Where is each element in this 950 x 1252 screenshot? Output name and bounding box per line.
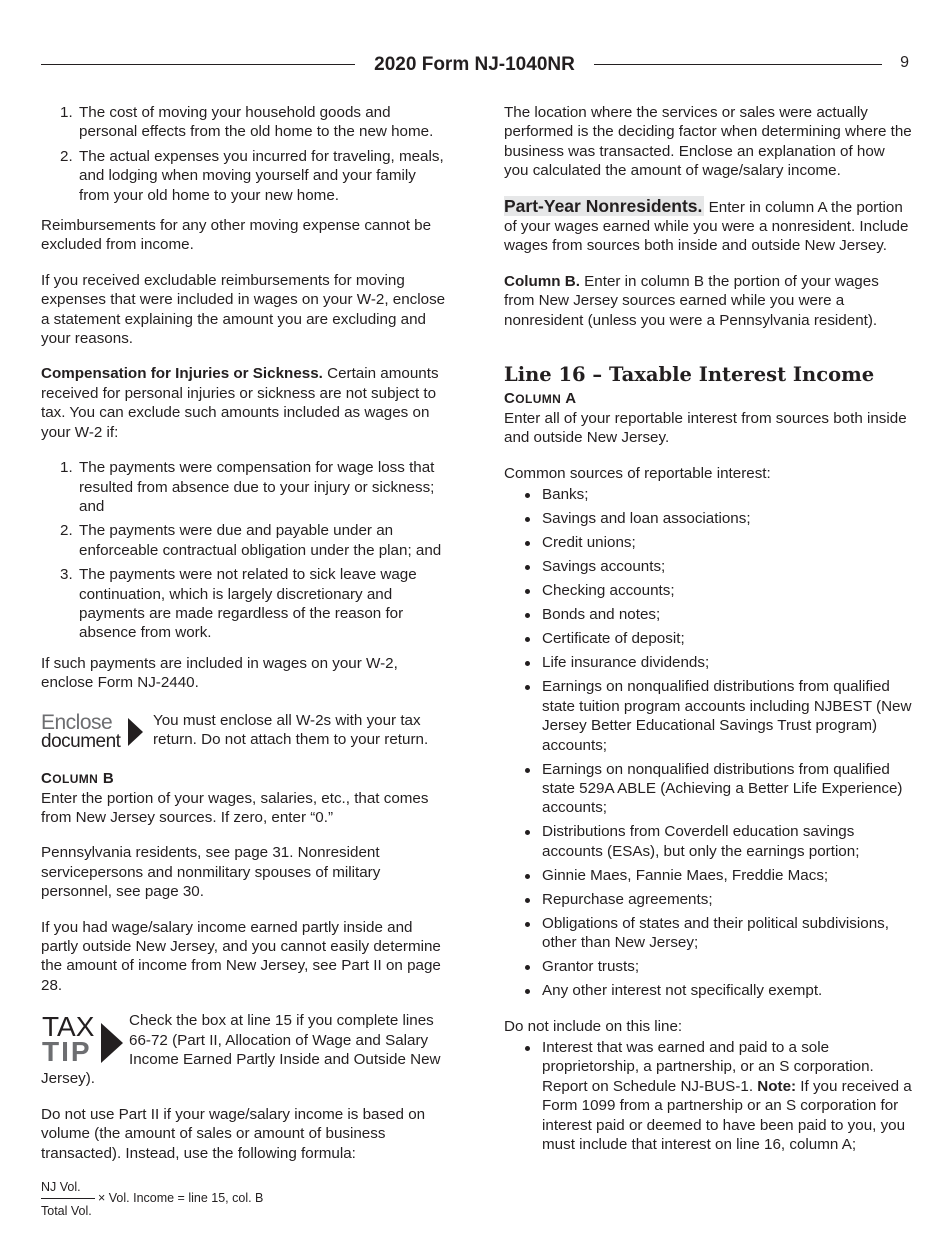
source-text: Life insurance dividends; [542,654,710,672]
bullet-icon [525,589,530,594]
list-item [504,653,912,672]
enclose-document-callout [41,709,446,753]
heading-initial: C [504,390,516,408]
paragraph-location: The location where the services or sales were actually performed is the deciding factor when determining where the business was transacted. Enclose an explanation of how you calculated the amount of wage/salary income. [504,104,912,180]
source-text: Checking accounts; [542,582,675,600]
list-item [504,760,912,818]
moving-expenses-list [41,103,446,205]
list-item [504,981,912,1000]
source-text: Ginnie Maes, Fannie Maes, Freddie Macs; [542,866,829,884]
bullet-icon [525,898,530,903]
item-number: 2. [60,147,73,165]
paragraph-reimbursements: Reimbursements for any other moving expense cannot be excluded from income. [41,217,432,254]
paragraph-statement: If you received excludable reimbursements for moving expenses that were included in wages on your W-2, enclose a statement explaining the amount you are excluding and your reasons. [41,271,446,348]
column-a-heading [504,389,912,409]
paragraph-column-b-right [504,272,912,330]
bullet-icon [525,1046,530,1051]
heading-initial: C [41,769,53,787]
header-rule-left [41,64,355,65]
item-text: The actual expenses you incurred for traveling, meals, and lodging when moving yourself and your family from your old home to your new home. [79,147,444,204]
source-text: Earnings on nonqualified distributions from qualified state 529A ABLE (Achieving a Better Life Experience) accounts; [542,760,903,817]
bullet-icon [525,637,530,642]
bullet-icon [525,517,530,522]
list-item [504,629,912,648]
item-text: The payments were due and payable under an enforceable contractual obligation under the plan; and [79,522,442,559]
formula-rest: × Vol. Income = line 15, col. B [98,1191,264,1206]
source-text: Savings accounts; [542,558,666,576]
exclusion-text-2: If you received a Form 1099 from a partnership or an S corporation for interest paid or deemed to have been paid to you, you must include that interest on line 16, column A; [542,1077,912,1153]
item-number: 2. [60,522,73,540]
exclusion-text-1: Interest that was earned and paid to a sole proprietorship, a partnership, or an S corporation. Report on Schedule NJ-BUS-1. [542,1038,874,1095]
list-item [504,581,912,600]
bullet-icon [525,830,530,835]
note-label: Note: [757,1077,797,1095]
list-item [504,677,912,755]
header-rule-right [594,64,882,65]
volume-formula [41,1179,446,1225]
arrow-icon [101,1023,123,1063]
item-text: The cost of moving your household goods and personal effects from the old home to the new home. [79,104,434,141]
form-title: 2020 Form NJ-1040NR [374,54,575,75]
list-item [504,914,912,953]
source-text: Earnings on nonqualified distributions from qualified state tuition program accounts including NJBEST (New Jersey Better Educational Savings Trust program) accounts; [542,678,912,754]
paragraph-pennsylvania: Pennsylvania residents, see page 31. Nonresident servicepersons and nonmilitary spouses of military personnel, see page 30. [41,844,381,901]
compensation-heading: Compensation for Injuries or Sickness. [41,365,323,383]
bullet-icon [525,613,530,618]
list-item [504,890,912,909]
line16-heading: Line 16 – Taxable Interest Income [504,363,875,387]
list-item [504,957,912,976]
source-text: Distributions from Coverdell education savings accounts (ESAs), but only the earnings portion; [542,823,860,860]
list-item [504,1038,912,1154]
exclusions-list [504,1038,912,1154]
bullet-icon [525,989,530,994]
list-item [41,147,446,205]
paragraph-column-a: Enter all of your reportable interest from sources both inside and outside New Jersey. [504,410,907,447]
list-item [504,533,912,552]
item-number: 1. [60,459,73,477]
list-item [41,103,446,142]
paragraph-common-sources: Common sources of reportable interest: [504,464,771,482]
paragraph-compensation [41,364,446,442]
item-number: 3. [60,566,73,584]
list-item [41,521,446,560]
item-number: 1. [60,104,73,121]
part-year-text: Enter in column A the portion of your wages earned while you were a nonresident. Include wages from sources both inside and outside New Jersey. [504,198,909,255]
interest-sources-list [504,485,912,1000]
bullet-icon [525,493,530,498]
paragraph-do-not-include: Do not include on this line: [504,1017,683,1035]
bullet-icon [525,874,530,879]
heading-letter: A [565,390,577,408]
part-year-heading: Part-Year Nonresidents. [504,195,703,216]
list-item [504,509,912,528]
bullet-icon [525,685,530,690]
fraction-bar [41,1198,95,1199]
tip-word: TIP [42,1036,92,1068]
source-text: Credit unions; [542,534,636,552]
list-item [504,866,912,885]
list-item [504,485,912,504]
bullet-icon [525,965,530,970]
heading-letter: B [102,769,115,787]
right-column [504,103,912,1154]
formula-numerator: NJ Vol. [41,1180,81,1195]
source-text: Bonds and notes; [542,606,661,624]
list-item [41,565,446,643]
source-text: Certificate of deposit; [542,630,685,648]
list-item [41,458,446,516]
page-header [41,53,909,77]
source-text: Any other interest not specifically exempt. [542,982,823,1000]
tax-tip-callout [41,1011,446,1089]
tax-tip-text: Check the box at line 15 if you complete lines 66-72 (Part II, Allocation of Wage and Salary Income Earned Partly Inside and Outside New Jersey). [41,1012,441,1088]
bullet-icon [525,661,530,666]
bullet-icon [525,922,530,927]
formula-denominator: Total Vol. [41,1204,92,1219]
compensation-conditions-list [41,458,446,643]
tax-tip-icon [41,1013,129,1069]
heading-smallcaps: OLUMN [515,392,562,407]
page-number: 9 [900,54,909,71]
compensation-text: Certain amounts received for personal injuries or sickness are not subject to tax. You can exclude such amounts included as wages on your W-2 if: [41,365,439,441]
enclose-text: You must enclose all W-2s with your tax return. Do not attach them to your return. [153,711,429,748]
paragraph-partly-inside: If you had wage/salary income earned partly inside and partly outside New Jersey, and you cannot easily determine the amount of income from New Jersey, see Part II on page 28. [41,918,441,994]
enclose-document-icon [41,712,141,752]
source-text: Savings and loan associations; [542,510,751,528]
source-text: Obligations of states and their political subdivisions, other than New Jersey; [542,914,889,952]
list-item [504,605,912,624]
heading-smallcaps: OLUMN [52,771,99,786]
source-text: Banks; [542,486,589,504]
column-b-label: Column B. [504,272,580,290]
bullet-icon [525,565,530,570]
bullet-icon [525,541,530,546]
list-item [504,822,912,861]
tax-word: TAX [42,1011,95,1043]
item-text: The payments were compensation for wage loss that resulted from absence due to your injury or sickness; and [79,459,435,515]
paragraph-part-year [504,197,912,256]
arrow-icon [128,718,143,746]
source-text: Repurchase agreements; [542,890,713,908]
column-b-heading [41,769,446,789]
column-b-text: Enter in column B the portion of your wages from New Jersey sources earned while you were a nonresident (unless you were a Pennsylvania resident). [504,272,879,329]
item-text: The payments were not related to sick leave wage continuation, which is largely discretionary and payments are made regardless of the reason for absence from work. [79,566,417,642]
list-item [504,557,912,576]
paragraph-column-b: Enter the portion of your wages, salaries, etc., that comes from New Jersey sources. If zero, enter “0.” [41,789,429,826]
bullet-icon [525,768,530,773]
source-text: Grantor trusts; [542,958,640,976]
paragraph-nj2440: If such payments are included in wages on your W-2, enclose Form NJ-2440. [41,654,398,692]
enclose-word: Enclose [41,710,113,734]
paragraph-volume: Do not use Part II if your wage/salary income is based on volume (the amount of sales or amount of business transacted). Instead, use the following formula: [41,1105,426,1162]
left-column [41,103,446,1225]
document-word: document [41,730,121,752]
